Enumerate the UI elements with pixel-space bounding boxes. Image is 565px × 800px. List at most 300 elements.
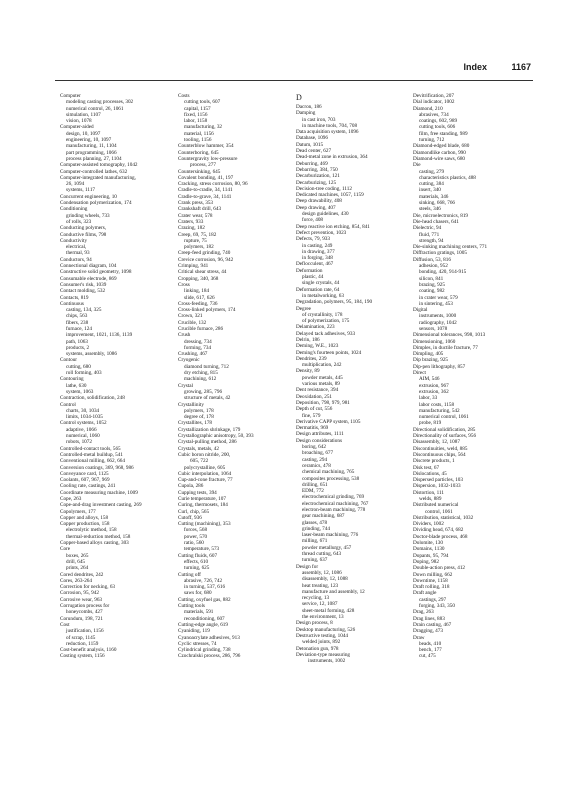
index-entry: Continuous — [60, 300, 84, 307]
index-subentry: grinding, 744 — [302, 525, 330, 532]
index-subentry: machining, 612 — [184, 376, 217, 383]
index-entry: Crown, 321 — [178, 313, 203, 320]
index-entry: Cross-feeding, 736 — [178, 300, 218, 307]
index-subentry: turning, 712 — [419, 137, 445, 144]
index-entry: Cyaniding, 119 — [178, 628, 210, 635]
index-entry: Delayed tack adhesives, 933 — [296, 330, 356, 337]
index-column-3 — [296, 93, 408, 664]
index-subentry: thermal-reduction method, 158 — [66, 533, 131, 540]
index-entry: Diffraction gratings, 1005 — [413, 250, 467, 257]
index-entry: Disassembly, 12, 1087 — [413, 439, 460, 446]
index-entry: Design considerations — [296, 437, 342, 444]
index-entry: Cooling rate, castings, 241 — [60, 483, 116, 490]
index-subentry: casting, 294 — [302, 456, 328, 463]
index-subentry: honeycombs, 427 — [66, 609, 103, 616]
index-entry: Copper production, 158 — [60, 521, 110, 528]
index-entry: Cubic boron nitride, 200, — [178, 451, 231, 458]
index-subentry: degree of, 178 — [184, 414, 214, 421]
index-entry: Dip brazing, 925 — [413, 357, 449, 364]
index-subentry: labor, 1158 — [184, 118, 208, 125]
index-subentry: plastic, 44 — [302, 274, 324, 281]
index-entry: Decarburizing, 125 — [296, 179, 337, 186]
index-entry: Datum, 1015 — [296, 141, 324, 148]
index-subentry: simulation, 1107 — [66, 111, 101, 118]
index-entry: Conductivity — [60, 237, 88, 244]
index-entry: Cup-and-cone fracture, 77 — [178, 477, 233, 484]
index-entry: Control — [60, 401, 76, 408]
index-entry: Deformation — [296, 267, 323, 274]
index-subentry: limits, 1034-1035 — [66, 414, 103, 421]
index-subentry: charts, 30, 1034 — [66, 407, 100, 414]
index-subentry: strength, 94 — [419, 237, 444, 244]
index-subentry: structure of metals, 42 — [184, 395, 231, 402]
index-entry: Dedicated machines, 1057, 1159 — [296, 192, 364, 199]
index-entry: Drain casting, 467 — [413, 621, 452, 628]
index-subentry: composites processing, 538 — [302, 475, 360, 482]
index-subentry: of polymerization, 175 — [302, 318, 350, 325]
index-entry: Computer-assisted tomography, 1042 — [60, 162, 138, 169]
index-entry: Cutting fluids, 607 — [178, 552, 218, 559]
index-entry: Cost-benefit analysis, 1160 — [60, 647, 117, 654]
index-subentry: coating, 982 — [419, 288, 445, 295]
index-subentry: abrasives, 734 — [419, 111, 449, 118]
index-subentry: various metals, 89 — [302, 381, 340, 388]
index-entry: Cradle-to-grave, 34, 1141 — [178, 193, 232, 200]
index-subentry: silicon, 841 — [419, 275, 444, 282]
index-entry: Doctor-blade process, 468 — [413, 533, 468, 540]
index-subentry: ceramics, 478 — [302, 462, 331, 469]
index-subentry: process, 277 — [190, 162, 216, 169]
index-entry: Crystal — [178, 382, 193, 389]
index-entry: Corrosion, 95, 942 — [60, 590, 99, 597]
index-entry: Deburring, 469 — [296, 160, 328, 167]
index-subentry: capital, 1157 — [184, 105, 211, 112]
index-subentry: power, 570 — [184, 533, 208, 540]
index-entry: Copper-based alloys casting, 303 — [60, 540, 129, 547]
running-header — [0, 62, 565, 78]
index-entry: Data acquisition system, 1096 — [296, 129, 359, 136]
header-rule — [55, 80, 533, 81]
index-entry: Cutting-edge angle, 619 — [178, 621, 228, 628]
index-entry: Copolymers, 177 — [60, 508, 96, 515]
index-entry: Computer-aided — [60, 124, 94, 131]
index-entry: Consumer's risk, 1039 — [60, 281, 107, 288]
index-subentry: sheet-metal forming, 428 — [302, 607, 355, 614]
index-subentry: casting, 279 — [419, 168, 445, 175]
index-subentry: broaching, 677 — [302, 450, 334, 457]
index-subentry: polycrystalline, 605 — [184, 464, 226, 471]
index-entry: Draft rolling, 318 — [413, 584, 450, 591]
index-entry: Copper and alloys, 158 — [60, 514, 109, 521]
index-entry: Crystallographic anisotropy, 50, 393 — [178, 433, 254, 440]
index-entry: Deflocculent, 467 — [296, 261, 334, 268]
index-subentry: process planning, 27, 1104 — [66, 155, 122, 162]
index-entry: Diamond-wire saws, 680 — [413, 155, 466, 162]
index-entry: Core — [60, 546, 71, 553]
index-entry: Deviation-type measuring — [296, 651, 351, 658]
index-subentry: adhesion, 952 — [419, 263, 448, 270]
index-entry: Dendrites, 239 — [296, 355, 327, 362]
index-subentry: system, 1063 — [66, 388, 94, 395]
index-subentry: EDM, 772 — [302, 488, 324, 495]
index-subentry: materials, 591 — [184, 609, 214, 616]
index-subentry: turning, 625 — [184, 565, 210, 572]
index-entry: Delrin, 186 — [296, 336, 320, 343]
index-subentry: fixed, 1156 — [184, 111, 208, 118]
index-entry: Die, microelectronics, 819 — [413, 212, 469, 219]
index-entry: Die-sinking machining centers, 771 — [413, 244, 488, 251]
page-number: 1167 — [511, 62, 531, 72]
index-entry: Computer — [60, 93, 81, 99]
index-entry: Cored dendrites, 242 — [60, 571, 104, 578]
index-entry: Deming, W.E., 1023 — [296, 343, 339, 350]
index-subentry: multiplication, 242 — [302, 362, 342, 369]
index-subentry: numerical, 1060 — [66, 433, 100, 440]
index-entry: Diamond-edged blade, 680 — [413, 143, 470, 150]
index-entry: Controlled-contact tools, 565 — [60, 445, 121, 452]
index-subentry: brazing, 925 — [419, 281, 445, 288]
index-subentry: cutting tools, 606 — [419, 124, 456, 131]
index-entry: Damping — [296, 110, 316, 117]
index-entry: Cupola, 286 — [178, 483, 204, 490]
index-subentry: powder metals, 445 — [302, 374, 343, 381]
index-subentry: extrusion, 967 — [419, 382, 449, 389]
index-entry: Conventional milling, 662, 664 — [60, 458, 125, 465]
index-entry: Costs — [178, 93, 190, 99]
index-subentry: electrochemical machining, 767 — [302, 500, 369, 507]
index-entry: Crystals, metals, 42 — [178, 445, 219, 452]
index-subentry: temperature, 573 — [184, 546, 220, 553]
index-subentry: systems, 1117 — [66, 187, 96, 194]
index-subentry: welded joints, 892 — [302, 639, 341, 646]
index-entry: Down milling, 662 — [413, 571, 453, 578]
index-subentry: control, 1061 — [425, 508, 453, 515]
index-subentry: labor costs, 1158 — [419, 401, 455, 408]
index-subentry: in machine tools, 704, 708 — [302, 122, 358, 129]
index-subentry: in drawing, 377 — [302, 248, 335, 255]
index-subentry: part programming, 1066 — [66, 149, 117, 156]
index-subentry: manufacture and assembly, 12 — [302, 588, 365, 595]
index-subentry: chips, 563 — [66, 313, 88, 320]
index-entry: Cupping tests, 394 — [178, 489, 217, 496]
index-entry: Crystallinity — [178, 401, 204, 408]
index-entry: Control systems, 1052 — [60, 420, 107, 427]
index-subentry: linking, 184 — [184, 288, 210, 295]
index-subentry: design guidelines, 430 — [302, 211, 349, 218]
index-subentry: furnace, 124 — [66, 325, 92, 332]
index-entry: Computer-integrated manufacturing, — [60, 174, 136, 181]
index-subentry: improvement, 1021, 1136, 1139 — [66, 332, 133, 339]
index-subentry: service, 12, 1087 — [302, 601, 338, 608]
index-subentry: electrolytic method, 158 — [66, 527, 117, 534]
index-subentry: robots, 1072 — [66, 439, 92, 446]
index-subentry: insert, 340 — [419, 187, 441, 194]
index-subentry: cutting, 384 — [419, 181, 444, 188]
index-entry: Conductors, 94 — [60, 256, 92, 263]
index-entry: Density, 89 — [296, 368, 320, 375]
index-subentry: in casting, 249 — [302, 242, 333, 249]
index-subentry: justification, 1156 — [66, 628, 104, 635]
index-subentry: drill, 645 — [66, 558, 86, 565]
index-entry: Die — [413, 162, 421, 169]
index-entry: Design for — [296, 563, 319, 570]
index-entry: Dolomite, 130 — [413, 540, 443, 547]
index-subentry: heat treating, 123 — [302, 582, 339, 589]
index-entry: Dacron, 186 — [296, 104, 322, 110]
index-subentry: fibers, 238 — [66, 319, 89, 326]
index-subentry: glasses, 478 — [302, 519, 328, 526]
index-entry: Contouring — [60, 376, 84, 383]
index-entry: Crucible, 132 — [178, 319, 207, 326]
index-entry: Drag, 263 — [413, 609, 434, 616]
index-subentry: in turning, 537, 616 — [184, 584, 226, 591]
index-subentry: systems, assembly, 1086 — [66, 351, 117, 358]
index-entry: Crystallites, 178 — [178, 420, 213, 427]
index-entry: Cutting off — [178, 571, 201, 578]
index-entry: Defect prevention, 1023 — [296, 229, 347, 236]
index-entry: Countersinking, 645 — [178, 168, 221, 175]
index-entry: Deep drawability, 408 — [296, 198, 342, 205]
index-subentry: abrasive, 726, 742 — [184, 577, 223, 584]
index-subentry: laser-beam machining, 776 — [302, 532, 359, 539]
index-column-2 — [178, 93, 290, 660]
index-entry: Cost — [60, 621, 70, 628]
index-subentry: radiography, 1042 — [419, 319, 457, 326]
index-entry: Dead-metal zone in extrusion, 364 — [296, 154, 368, 161]
index-entry: Defects, 79, 933 — [296, 236, 330, 243]
index-entry: Disk test, 67 — [413, 464, 440, 471]
index-entry: Conductive films, 798 — [60, 231, 107, 238]
index-subentry: of scrap, 1145 — [66, 634, 96, 641]
index-subentry: in forging, 348 — [302, 255, 333, 262]
index-subentry: characteristics plastics, 488 — [419, 174, 476, 181]
index-entry: Depth of cut, 556 — [296, 406, 333, 413]
index-subentry: tooling, 1156 — [184, 137, 212, 144]
index-subentry: saws for, 680 — [184, 590, 212, 597]
index-subentry: reconditioning, 607 — [184, 615, 225, 622]
index-subentry: thermal, 93 — [66, 250, 90, 257]
index-entry: Dial indicator, 1002 — [413, 99, 455, 106]
index-subentry: fine, 579 — [302, 412, 321, 419]
index-entry: Curie temperature, 107 — [178, 496, 226, 502]
index-subentry: polymers, 182 — [184, 244, 214, 251]
index-subentry: 605, 722 — [190, 458, 209, 465]
index-entry: Connectional diagram, 104 — [60, 263, 117, 270]
index-subentry: casting, 134, 325 — [66, 307, 102, 314]
index-entry: Design process, 8 — [296, 620, 333, 627]
index-entry: Contact molding, 532 — [60, 288, 106, 295]
index-entry: Cryogenic — [178, 357, 200, 364]
index-entry: Cutoff, 936 — [178, 514, 202, 521]
section-letter: D — [296, 93, 302, 102]
index-entry: Conditioning — [60, 206, 88, 213]
index-entry: Dent resistance, 394 — [296, 387, 339, 394]
index-subentry: modeling casting processes, 302 — [66, 99, 134, 106]
index-entry: Deep reactive ion etching, 854, 841 — [296, 223, 370, 230]
index-entry: Crystallization shrinkage, 179 — [178, 426, 241, 433]
index-subentry: in crater wear, 579 — [419, 294, 458, 301]
index-subentry: electrical, — [66, 244, 87, 251]
index-entry: Direct — [413, 370, 426, 377]
index-subentry: powder metallurgy, 457 — [302, 544, 352, 551]
index-entry: Deposition, 798, 979, 981 — [296, 399, 350, 406]
index-subentry: labor, 33 — [419, 395, 438, 402]
index-entry: Cylindrical grinding, 738 — [178, 647, 231, 654]
index-entry: Corrosive wear, 963 — [60, 596, 103, 603]
index-entry: Covalent bonding, 41, 197 — [178, 174, 234, 181]
index-subentry: adaptive, 1066 — [66, 426, 97, 433]
index-subentry: bonding, 420, 914-915 — [419, 269, 467, 276]
index-entry: Desktop manufacturing, 526 — [296, 626, 356, 633]
index-subentry: prints, 264 — [66, 565, 89, 572]
index-entry: Dispersed particles, 103 — [413, 477, 463, 484]
index-subentry: products, 2 — [66, 344, 90, 351]
index-entry: Contraction, solidification, 248 — [60, 395, 125, 402]
index-entry: Cyclic stresses, 74 — [178, 640, 217, 647]
index-entry: Derivative CAPP system, 1105 — [296, 418, 361, 425]
index-subentry: manufacturing, 32 — [184, 124, 223, 131]
index-subentry: lathe, 630 — [66, 382, 87, 389]
index-subentry: cut, 475 — [419, 653, 436, 660]
index-subentry: electrochemical grinding, 769 — [302, 494, 365, 501]
index-entry: Distortion, 111 — [413, 489, 445, 496]
index-entry: Diamondlike carbon, 990 — [413, 149, 466, 156]
index-subentry: design, 10, 1097 — [66, 130, 101, 137]
index-entry: Conversion coatings, 369, 968, 986 — [60, 464, 134, 471]
index-subentry: roll forming, 403 — [66, 370, 102, 377]
index-entry: Draft angle — [413, 590, 437, 597]
index-entry: Creep-feed grinding, 740 — [178, 250, 231, 257]
index-subentry: slide, 617, 626 — [184, 294, 215, 301]
index-entry: Craters, 933 — [178, 218, 204, 225]
index-subentry: material, 1156 — [184, 130, 214, 137]
index-entry: Diamond, 210 — [413, 105, 443, 112]
index-subentry: welds, 889 — [419, 496, 442, 502]
index-entry: Constructive solid geometry, 1098 — [60, 269, 132, 276]
index-subentry: rupture, 75 — [184, 237, 207, 244]
index-entry: Devitrification, 207 — [413, 93, 454, 99]
index-subentry: numerical control, 26, 1061 — [66, 105, 124, 112]
index-entry: Distributed numerical — [413, 502, 459, 509]
index-subentry: forming, 734 — [184, 344, 212, 351]
index-entry: Correction for necking, 63 — [60, 584, 116, 591]
index-entry: Draw — [413, 634, 425, 641]
index-entry: Dividers, 1002 — [413, 521, 444, 528]
index-entry: Crevice corrosion, 96, 942 — [178, 256, 234, 263]
index-entry: Corrugation process for — [60, 603, 110, 610]
index-subentry: milling, 671 — [302, 538, 328, 545]
index-subentry: polymers, 178 — [184, 407, 214, 414]
index-entry: Degradation, polymers, 95, 184, 190 — [296, 299, 373, 306]
index-subentry: turning, 637 — [302, 557, 328, 564]
index-entry: Decarburization, 121 — [296, 173, 340, 180]
index-entry: Coolants, 607, 967, 969 — [60, 477, 110, 484]
index-subentry: sensors, 1078 — [419, 325, 448, 332]
index-entry: Crucible furnace, 286 — [178, 325, 224, 332]
index-entry: Degree — [296, 305, 311, 312]
index-entry: Doping, 982 — [413, 558, 439, 565]
index-entry: Crush — [178, 332, 191, 339]
index-entry: Dead center, 627 — [296, 148, 332, 155]
index-entry: Dermatitis, 969 — [296, 425, 329, 432]
index-subentry: ratio, 560 — [184, 540, 204, 547]
index-entry: Cutting tools — [178, 603, 205, 610]
index-entry: Dimpling, 405 — [413, 351, 444, 358]
index-entry: Debarring, 384, 750 — [296, 166, 338, 173]
index-entry: Cropping, 340, 368 — [178, 275, 219, 282]
index-entry: Cope, 263 — [60, 496, 82, 502]
index-subentry: instruments, 1000 — [419, 313, 457, 320]
index-subentry: beads, 410 — [419, 640, 442, 647]
index-subentry: disassembly, 12, 1088 — [302, 576, 348, 583]
index-subentry: grinding wheels, 733 — [66, 212, 110, 219]
index-entry: Dispersion, 1032-1033 — [413, 483, 461, 490]
index-subentry: of crystallinity, 178 — [302, 311, 343, 318]
index-entry: Crankshaft drill, 643 — [178, 206, 222, 213]
index-entry: Czochralski process, 286, 796 — [178, 653, 241, 660]
index-column-4 — [413, 93, 525, 660]
index-entry: Decision-tree coding, 1112 — [296, 185, 352, 192]
index-entry: Design attributes, 1111 — [296, 431, 344, 438]
index-subentry: effects, 610 — [184, 558, 209, 565]
index-entry: Cradle-to-cradle, 34, 1141 — [178, 187, 233, 194]
index-subentry: manufacturing, 542 — [419, 407, 460, 414]
index-subentry: gear machining, 687 — [302, 513, 345, 520]
index-entry: Crimping, 941 — [178, 263, 209, 270]
index-subentry: growing, 285, 796 — [184, 388, 223, 395]
index-subentry: manufacturing, 11, 1104 — [66, 143, 117, 150]
index-entry: Cores, 263-264 — [60, 577, 92, 584]
index-subentry: cutting, 680 — [66, 363, 91, 370]
index-subentry: boxes, 265 — [66, 552, 89, 559]
index-subentry: recycling, 13 — [302, 595, 330, 602]
index-entry: Double-action press, 412 — [413, 565, 466, 572]
index-subentry: fluid, 771 — [419, 231, 440, 238]
index-subentry: forging, 343, 350 — [419, 603, 455, 610]
index-entry: Dividing head, 674, 682 — [413, 527, 464, 534]
index-subentry: film, free standing, 989 — [419, 130, 468, 137]
index-subentry: path, 1063 — [66, 338, 88, 345]
index-subentry: in cast iron, 703 — [302, 116, 336, 123]
index-subentry: materials, 346 — [419, 193, 449, 200]
index-subentry: the environment, 13 — [302, 614, 344, 621]
index-entry: Deming's fourteen points, 1024 — [296, 349, 362, 356]
index-subentry: in metalworking, 63 — [302, 292, 344, 299]
index-subentry: castings, 297 — [419, 596, 447, 603]
index-subentry: 26, 1094 — [66, 181, 85, 188]
header-word: Index — [463, 62, 487, 72]
index-entry: Domains, 1130 — [413, 546, 445, 553]
index-subentry: reduction, 1159 — [66, 640, 99, 647]
index-entry: Dip-pen lithography, 857 — [413, 363, 466, 370]
index-entry: Dielectric, 94 — [413, 225, 442, 232]
index-entry: Controlled-metal buildup, 541 — [60, 451, 123, 458]
index-entry: Detonation gun, 978 — [296, 645, 339, 652]
index-subentry: forces, 568 — [184, 527, 208, 534]
index-subentry: sinking, 668, 766 — [419, 200, 456, 207]
index-entry: Corundum, 198, 721 — [60, 615, 103, 622]
index-entry: Concurrent engineering, 10 — [60, 193, 117, 200]
index-entry: Crazing, 182 — [178, 225, 205, 232]
index-entry: Contacts, 819 — [60, 294, 89, 301]
index-entry: Cyanoacrylate adhesives, 913 — [178, 634, 240, 641]
index-entry: Crushing, 467 — [178, 351, 208, 358]
index-entry: Deformation rate, 64 — [296, 286, 340, 293]
index-entry: Condensation polymerization, 174 — [60, 200, 132, 207]
index-entry: Die-head chasers, 641 — [413, 218, 459, 225]
index-subentry: drilling, 651 — [302, 481, 328, 488]
index-entry: Conveyance card, 1125 — [60, 470, 109, 477]
